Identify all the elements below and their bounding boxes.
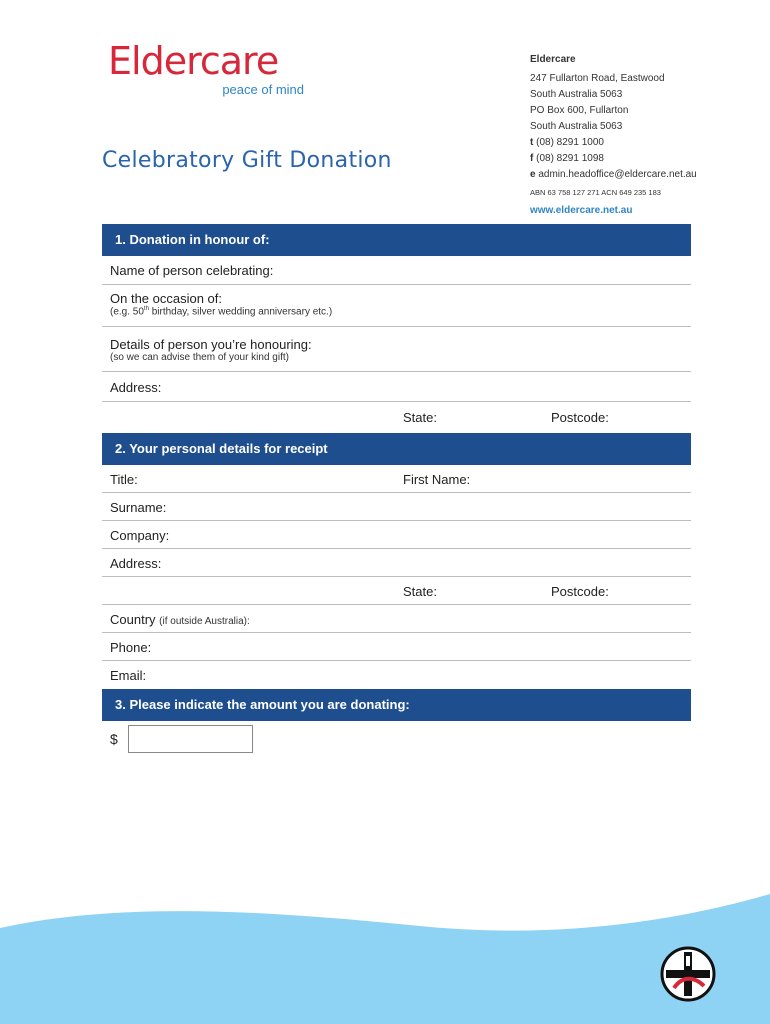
field-phone[interactable]: Phone: — [102, 633, 691, 661]
field-title-firstname[interactable]: Title: First Name: — [102, 465, 691, 493]
logo-tagline: peace of mind — [222, 82, 304, 97]
field-honouree-state-postcode[interactable] — [102, 402, 691, 433]
contact-suburb: South Australia 5063 — [530, 89, 623, 100]
contact-website-link[interactable]: www.eldercare.net.au — [530, 205, 633, 216]
page-title: Celebratory Gift Donation — [102, 148, 392, 173]
eldercare-logo — [108, 39, 304, 97]
field-name-celebrating[interactable]: Name of person celebrating: — [102, 256, 691, 285]
state-label: State: — [403, 410, 437, 425]
amount-input[interactable] — [128, 725, 253, 753]
field-company[interactable]: Company: — [102, 521, 691, 549]
donation-form — [102, 224, 691, 753]
section-2-header: 2. Your personal details for receipt — [102, 433, 691, 465]
footer-wave — [0, 880, 770, 1024]
currency-symbol: $ — [110, 731, 118, 747]
postcode-label: Postcode: — [551, 584, 609, 599]
field-surname[interactable]: Surname: — [102, 493, 691, 521]
field-address[interactable]: Address: — [102, 549, 691, 577]
contact-po-box: PO Box 600, Fullarton — [530, 105, 629, 116]
contact-po-suburb: South Australia 5063 — [530, 121, 623, 132]
field-honouree-address[interactable]: Address: — [102, 372, 691, 402]
field-occasion[interactable]: On the occasion of: (e.g. 50th birthday, silver wedding anniversary etc.) — [102, 285, 691, 327]
field-state-postcode[interactable] — [102, 577, 691, 605]
logo-wordmark: Eldercare — [108, 39, 279, 83]
contact-street: 247 Fullarton Road, Eastwood — [530, 73, 665, 84]
contact-fax: f (08) 8291 1098 — [530, 153, 604, 164]
contact-org: Eldercare — [530, 54, 576, 65]
first-name-label: First Name: — [403, 472, 471, 487]
field-email[interactable]: Email: — [110, 668, 147, 683]
details-hint: (so we can advise them of your kind gift) — [110, 352, 289, 363]
uniting-church-emblem-icon — [660, 946, 716, 1002]
contact-block — [530, 52, 697, 219]
amount-row — [102, 725, 691, 753]
state-label: State: — [403, 584, 437, 599]
postcode-label: Postcode: — [551, 410, 609, 425]
section-3-header: 3. Please indicate the amount you are donating: — [102, 689, 691, 721]
field-honouree-details[interactable]: Details of person you’re honouring: (so we can advise them of your kind gift) — [102, 327, 691, 372]
field-country[interactable]: Country (if outside Australia): — [102, 605, 691, 633]
section-1-header: 1. Donation in honour of: — [102, 224, 691, 256]
contact-email[interactable]: e admin.headoffice@eldercare.net.au — [530, 169, 697, 180]
occasion-hint: (e.g. 50th birthday, silver wedding anniversary etc.) — [110, 306, 333, 318]
contact-abn: ABN 63 758 127 271 ACN 649 235 183 — [530, 188, 661, 197]
contact-phone: t (08) 8291 1000 — [530, 137, 604, 148]
